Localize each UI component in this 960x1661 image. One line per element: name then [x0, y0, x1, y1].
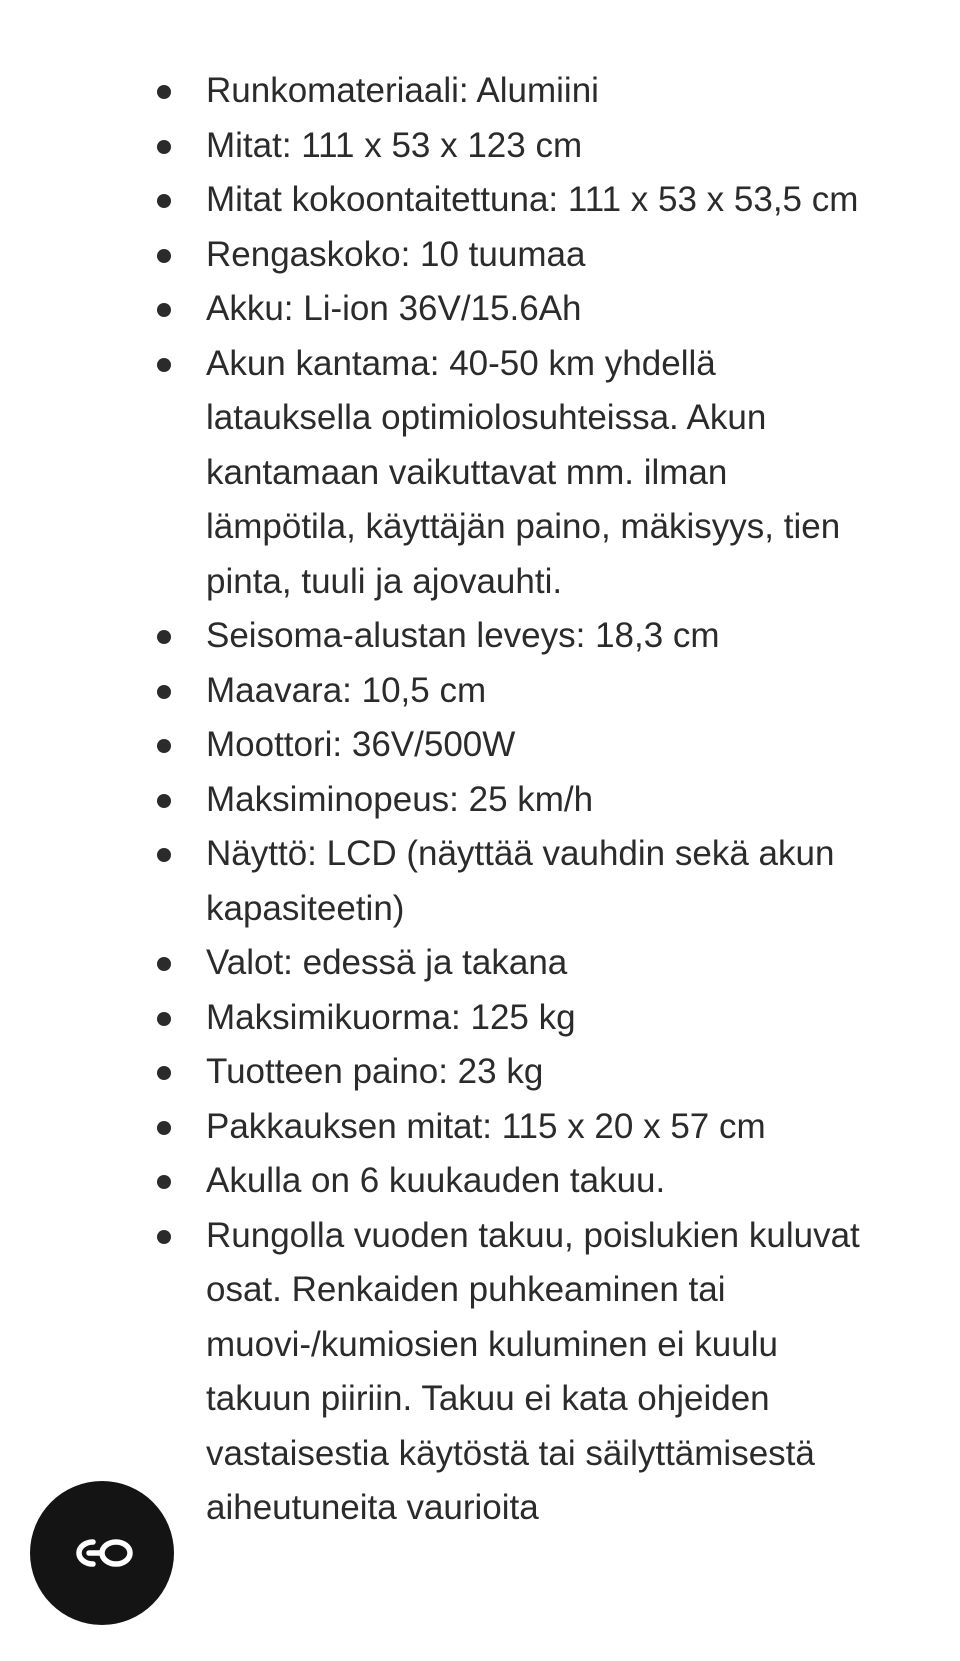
spec-text: Seisoma-alustan leveys: 18,3 cm [206, 616, 720, 655]
spec-item-ground-clearance [0, 664, 960, 719]
spec-item-battery-range [0, 337, 960, 610]
bullet [157, 1121, 171, 1135]
bullet [157, 194, 171, 208]
spec-item-motor [0, 718, 960, 773]
spec-text: Moottori: 36V/500W [206, 725, 516, 764]
bullet [157, 685, 171, 699]
spec-item-battery-warranty [0, 1154, 960, 1209]
spec-text: Maavara: 10,5 cm [206, 670, 487, 710]
spec-item-tire-size [0, 228, 960, 283]
spec-text: Rungolla vuoden takuu, poislukien kuluvat osat. Renkaiden puhkeaminen tai muovi-/kumiosien kuluminen ei kuulu takuun piiriin. Takuu ei kata ohjeiden vastaisestia käytöstä tai säilyttämisestä aiheutuneita vaurioita [206, 1215, 860, 1527]
spec-item-frame-warranty [0, 1209, 960, 1536]
spec-text: Pakkauksen mitat: 115 x 20 x 57 cm [206, 1106, 766, 1146]
spec-item-deck-width [0, 609, 960, 664]
spec-item-max-speed [0, 773, 960, 828]
spec-text: Maksimikuorma: 125 kg [206, 997, 576, 1037]
spec-list [0, 64, 960, 1536]
spec-item-lights [0, 936, 960, 991]
spec-text: Maksiminopeus: 25 km/h [206, 779, 594, 819]
chat-button[interactable] [30, 1481, 174, 1625]
spec-item-dimensions [0, 119, 960, 174]
bullet [157, 85, 171, 99]
spec-item-frame-material [0, 64, 960, 119]
spec-text: Tuotteen paino: 23 kg [206, 1052, 544, 1091]
bullet [157, 1012, 171, 1026]
spec-text: Akku: Li-ion 36V/15.6Ah [206, 289, 582, 328]
spec-item-battery [0, 282, 960, 337]
bullet [157, 1175, 171, 1189]
bullet [157, 140, 171, 154]
bullet [157, 739, 171, 753]
spec-item-weight [0, 1045, 960, 1100]
spec-text: Näyttö: LCD (näyttää vauhdin sekä akun kapasiteetin) [206, 834, 835, 928]
bullet [157, 794, 171, 808]
bullet [157, 1230, 171, 1244]
spec-item-folded-dimensions [0, 173, 960, 228]
bullet [157, 249, 171, 263]
spec-item-package-dimensions [0, 1100, 960, 1155]
spec-item-display [0, 827, 960, 936]
spec-text: Akun kantama: 40-50 km yhdellä latauksella optimiolosuhteissa. Akun kantamaan vaikuttavat mm. ilman lämpötila, käyttäjän paino, mäkisyys, tien pinta, tuuli ja ajovauhti. [206, 343, 841, 601]
bullet [157, 358, 171, 372]
bullet [157, 630, 171, 644]
spec-text: Mitat: 111 x 53 x 123 cm [206, 125, 583, 165]
spec-text: Rengaskoko: 10 tuumaa [206, 234, 586, 274]
spec-text: Valot: edessä ja takana [206, 943, 568, 982]
spec-text: Akulla on 6 kuukauden takuu. [206, 1161, 666, 1200]
spec-text: Mitat kokoontaitettuna: 111 x 53 x 53,5 cm [206, 180, 859, 219]
chat-logo-icon [65, 1533, 139, 1573]
spec-item-max-load [0, 991, 960, 1046]
bullet [157, 1066, 171, 1080]
bullet [157, 957, 171, 971]
spec-text: Runkomateriaali: Alumiini [206, 71, 599, 110]
bullet [157, 303, 171, 317]
bullet [157, 848, 171, 862]
